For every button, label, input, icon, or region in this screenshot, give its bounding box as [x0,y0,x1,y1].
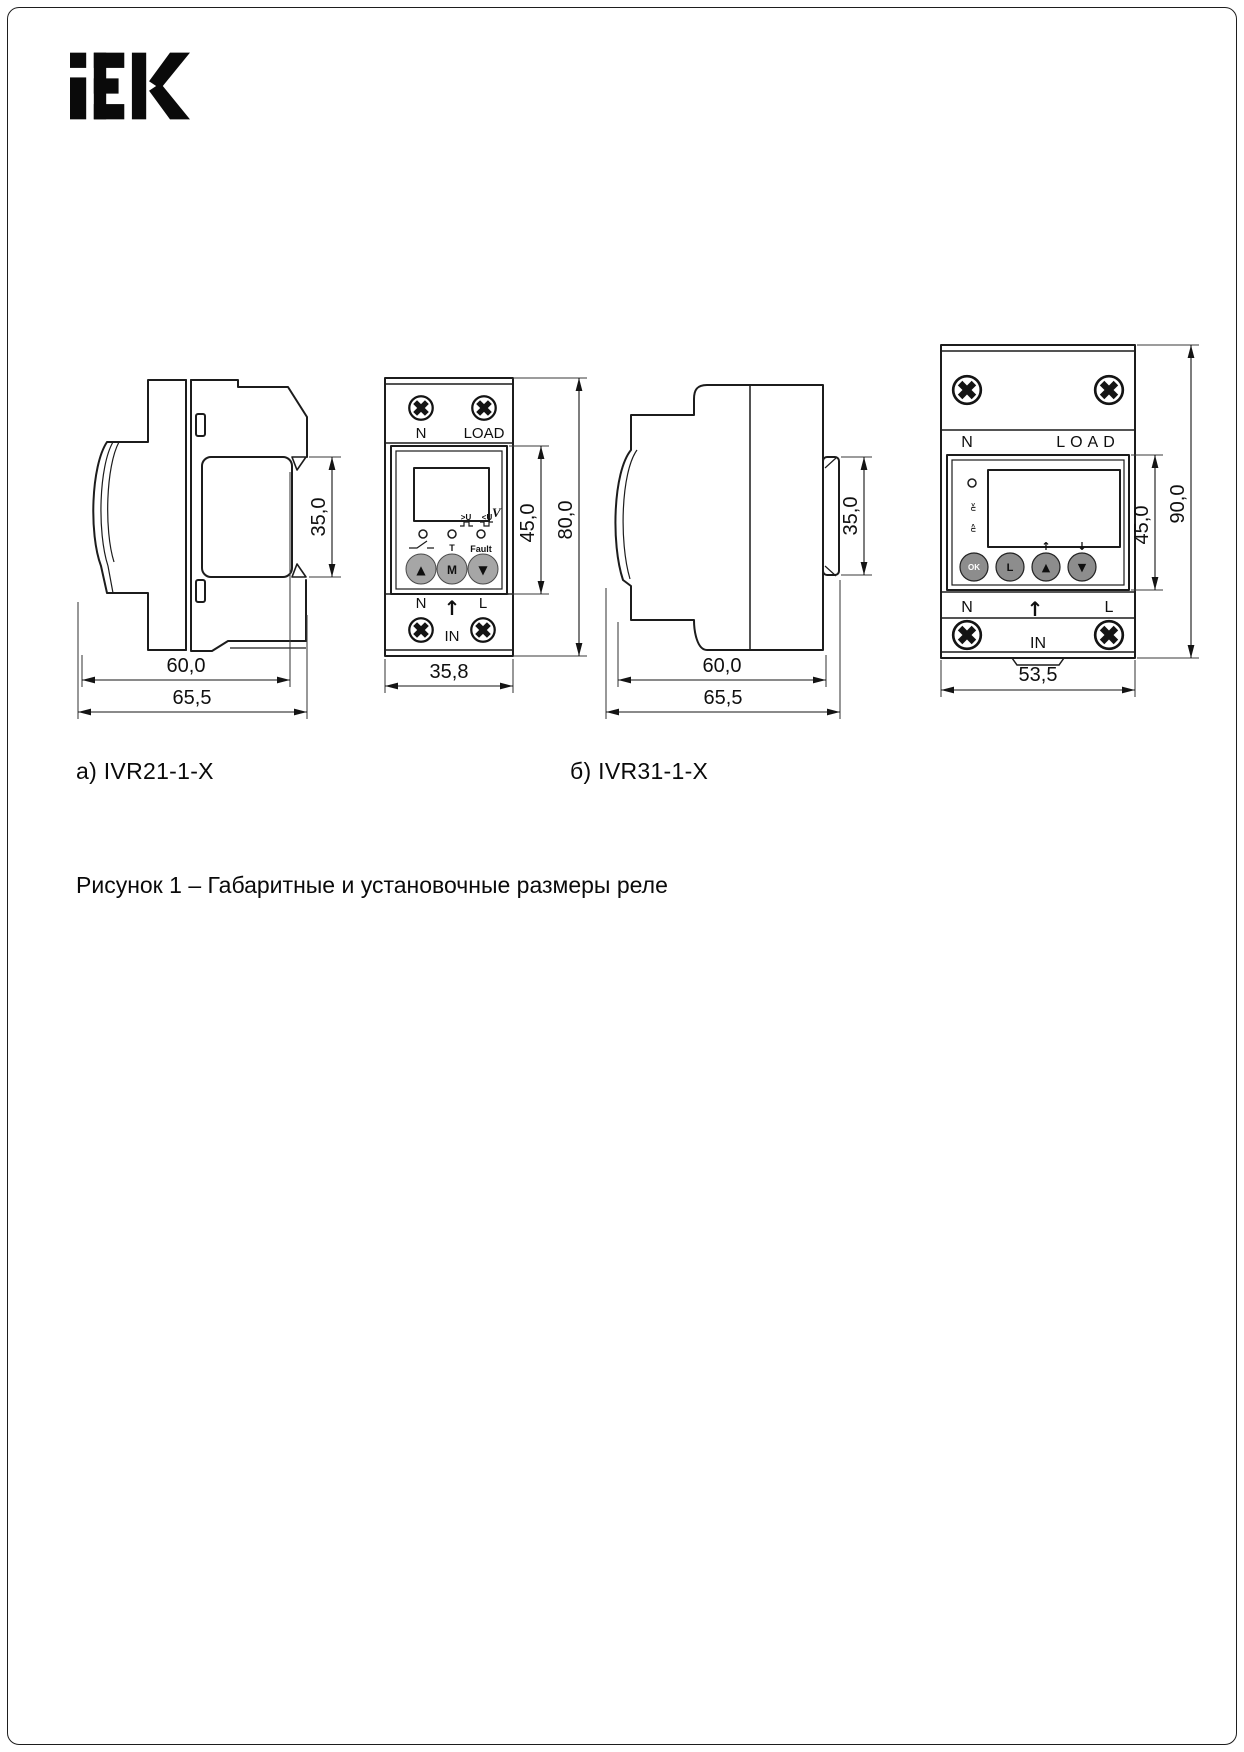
front-b-overvoltage-label: >U [969,502,976,512]
screw-icon [472,396,496,420]
front-a-led-fault-label: Fault [470,544,492,554]
status-led-icon [968,479,976,487]
input-direction-arrow-icon: ↑ [1026,597,1044,621]
overvoltage-waveform-icon [460,522,473,526]
screw-icon [409,618,433,642]
relay-contact-icon [409,541,434,548]
side-view-b [606,385,872,719]
front-b-dim-height: 90,0 [1167,484,1189,524]
screw-icon [471,618,495,642]
down-hint-arrow-icon: ↓ [1077,540,1087,553]
front-a-dim-panel: 45,0 [517,503,539,543]
front-a-terminal-l: L [478,595,488,612]
down-button-glyph: ▼ [478,563,488,577]
side-b-dim-total: 65,5 [703,687,743,709]
front-a-in-label: IN [444,628,460,645]
l-button-glyph: L [1006,562,1014,574]
front-a-dim-height: 80,0 [555,500,577,540]
side-a-front-panel [202,457,292,577]
side-a-latch-top [292,457,306,470]
front-b-dim-panel: 45,0 [1131,505,1153,545]
front-a-led-t-label: T [449,543,455,553]
side-view-a [78,380,341,719]
front-b-undervoltage-label: <U [969,523,976,533]
mode-button-glyph: M [447,563,457,577]
ok-button-glyph: OK [968,563,980,572]
front-a-undervoltage-label: <U [481,513,493,522]
side-a-dim-total: 65,5 [172,687,212,709]
side-b-front-slab [823,457,839,575]
front-b-dim-width: 53,5 [1018,664,1058,686]
side-a-vent-top [196,414,205,436]
dimension-drawings [0,330,1244,730]
front-b-terminal-n-bottom: N [961,599,973,616]
front-a-display-unit: V [492,505,501,520]
side-a-front-bottom-block [191,580,306,651]
front-view-b [941,345,1199,697]
side-b-dim-width: 60,0 [702,655,742,677]
side-a-clip-line-2 [108,442,119,562]
side-a-dim-rail: 35,0 [308,497,330,537]
up-button-glyph: ▲ [1041,561,1051,574]
input-direction-arrow-icon: ↑ [443,596,461,620]
side-a-dim-width: 60,0 [166,655,206,677]
front-b-in-label: IN [1030,635,1046,652]
side-a-vent-bottom [196,580,205,602]
side-b-clip-line [623,450,637,579]
front-a-display [414,468,489,521]
front-a-terminal-load: LOAD [463,425,505,442]
front-b-terminal-n-top: N [961,434,973,451]
iek-logo [70,52,190,120]
down-button-glyph: ▼ [1077,561,1087,574]
screw-icon [953,621,981,649]
front-b-terminal-l: L [1104,599,1114,616]
front-a-overvoltage-label: >U [460,513,472,522]
side-b-latch-marks [825,458,836,576]
front-a-terminal-n-bottom: N [415,595,427,612]
front-view-a [385,378,587,693]
iek-logo-glyphs [70,53,190,120]
side-b-dim-rail: 35,0 [840,496,862,536]
screw-icon [409,396,433,420]
caption-variant-a: а) IVR21-1-X [76,758,214,784]
fault-led-icon [477,530,485,538]
relay-led-icon [419,530,427,538]
up-hint-arrow-icon: ↑ [1041,540,1051,553]
figure-caption: Рисунок 1 – Габаритные и установочные размеры реле [76,872,668,898]
up-button-glyph: ▲ [416,563,426,577]
side-a-latch-bottom [292,564,306,577]
front-b-display [988,470,1120,547]
side-b-outline [615,385,823,650]
front-a-dim-width: 35,8 [429,661,469,683]
undervoltage-waveform-icon [480,522,493,526]
front-b-terminal-load: LOAD [1056,434,1120,451]
side-a-front-top-block [191,380,307,457]
front-a-terminal-n-top: N [415,425,427,442]
timer-led-icon [448,530,456,538]
screw-icon [1095,376,1123,404]
caption-variant-b: б) IVR31-1-X [570,758,709,784]
screw-icon [953,376,981,404]
screw-icon [1095,621,1123,649]
